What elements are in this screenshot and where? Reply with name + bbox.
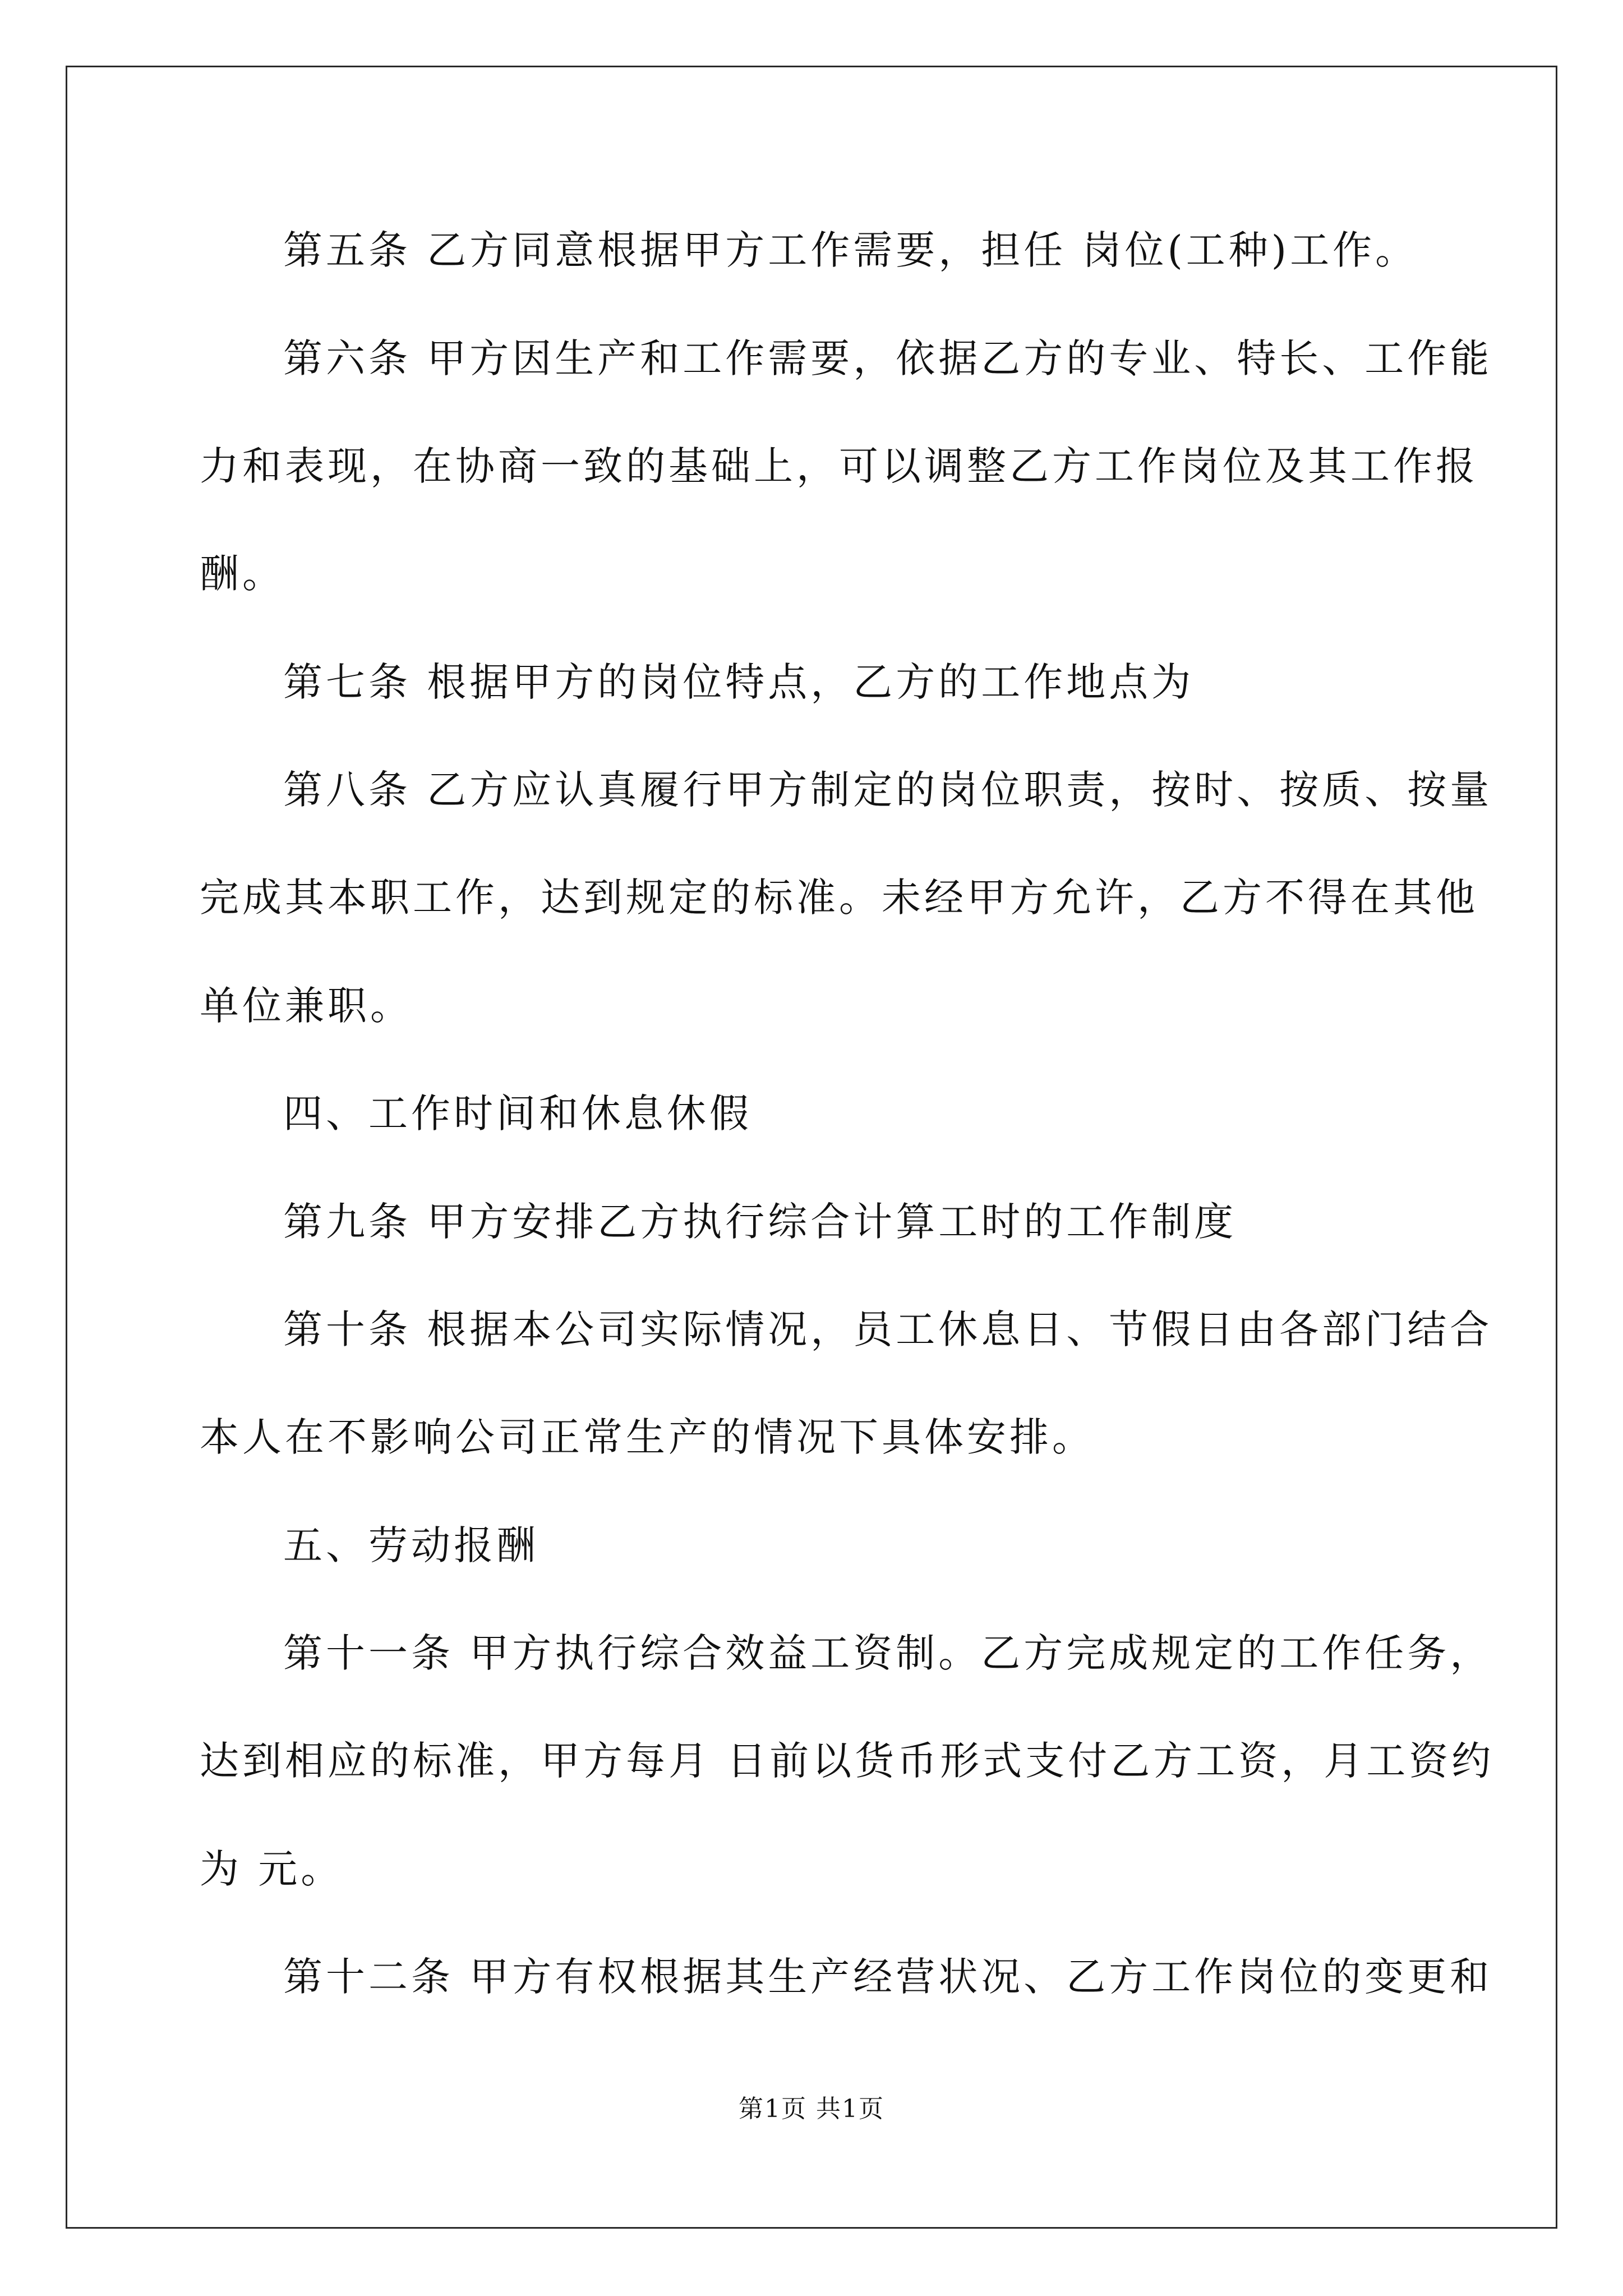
paragraph-line: 第六条 甲方因生产和工作需要，依据乙方的专业、特长、工作能 bbox=[283, 335, 1493, 381]
paragraph-line: 单位兼职。 bbox=[200, 983, 413, 1029]
paragraph-line: 力和表现，在协商一致的基础上，可以调整乙方工作岗位及其工作报 bbox=[200, 443, 1478, 489]
paragraph-line: 本人在不影响公司正常生产的情况下具体安排。 bbox=[200, 1414, 1095, 1460]
paragraph-line: 第七条 根据甲方的岗位特点，乙方的工作地点为 bbox=[283, 659, 1195, 705]
page-number-footer: 第1页 共1页 bbox=[739, 2095, 884, 2123]
paragraph-line: 第十二条 甲方有权根据其生产经营状况、乙方工作岗位的变更和 bbox=[283, 1954, 1493, 2000]
section-heading: 五、劳动报酬 bbox=[283, 1522, 539, 1568]
paragraph-line: 第十一条 甲方执行综合效益工资制。乙方完成规定的工作任务， bbox=[283, 1630, 1493, 1676]
paragraph-line: 第十条 根据本公司实际情况，员工休息日、节假日由各部门结合 bbox=[283, 1306, 1493, 1352]
paragraph-line: 为 元。 bbox=[200, 1846, 344, 1892]
paragraph-line: 第八条 乙方应认真履行甲方制定的岗位职责，按时、按质、按量 bbox=[283, 767, 1493, 813]
paragraph-line: 酬。 bbox=[200, 551, 285, 597]
section-heading: 四、工作时间和休息休假 bbox=[283, 1091, 752, 1137]
paragraph-line: 完成其本职工作，达到规定的标准。未经甲方允许，乙方不得在其他 bbox=[200, 875, 1478, 921]
paragraph-line: 第九条 甲方安排乙方执行综合计算工时的工作制度 bbox=[283, 1199, 1237, 1245]
paragraph-line: 第五条 乙方同意根据甲方工作需要，担任 岗位(工种)工作。 bbox=[283, 227, 1418, 273]
page-border bbox=[66, 66, 1557, 2229]
paragraph-line: 达到相应的标准，甲方每月 日前以货币形式支付乙方工资，月工资约 bbox=[200, 1738, 1495, 1784]
